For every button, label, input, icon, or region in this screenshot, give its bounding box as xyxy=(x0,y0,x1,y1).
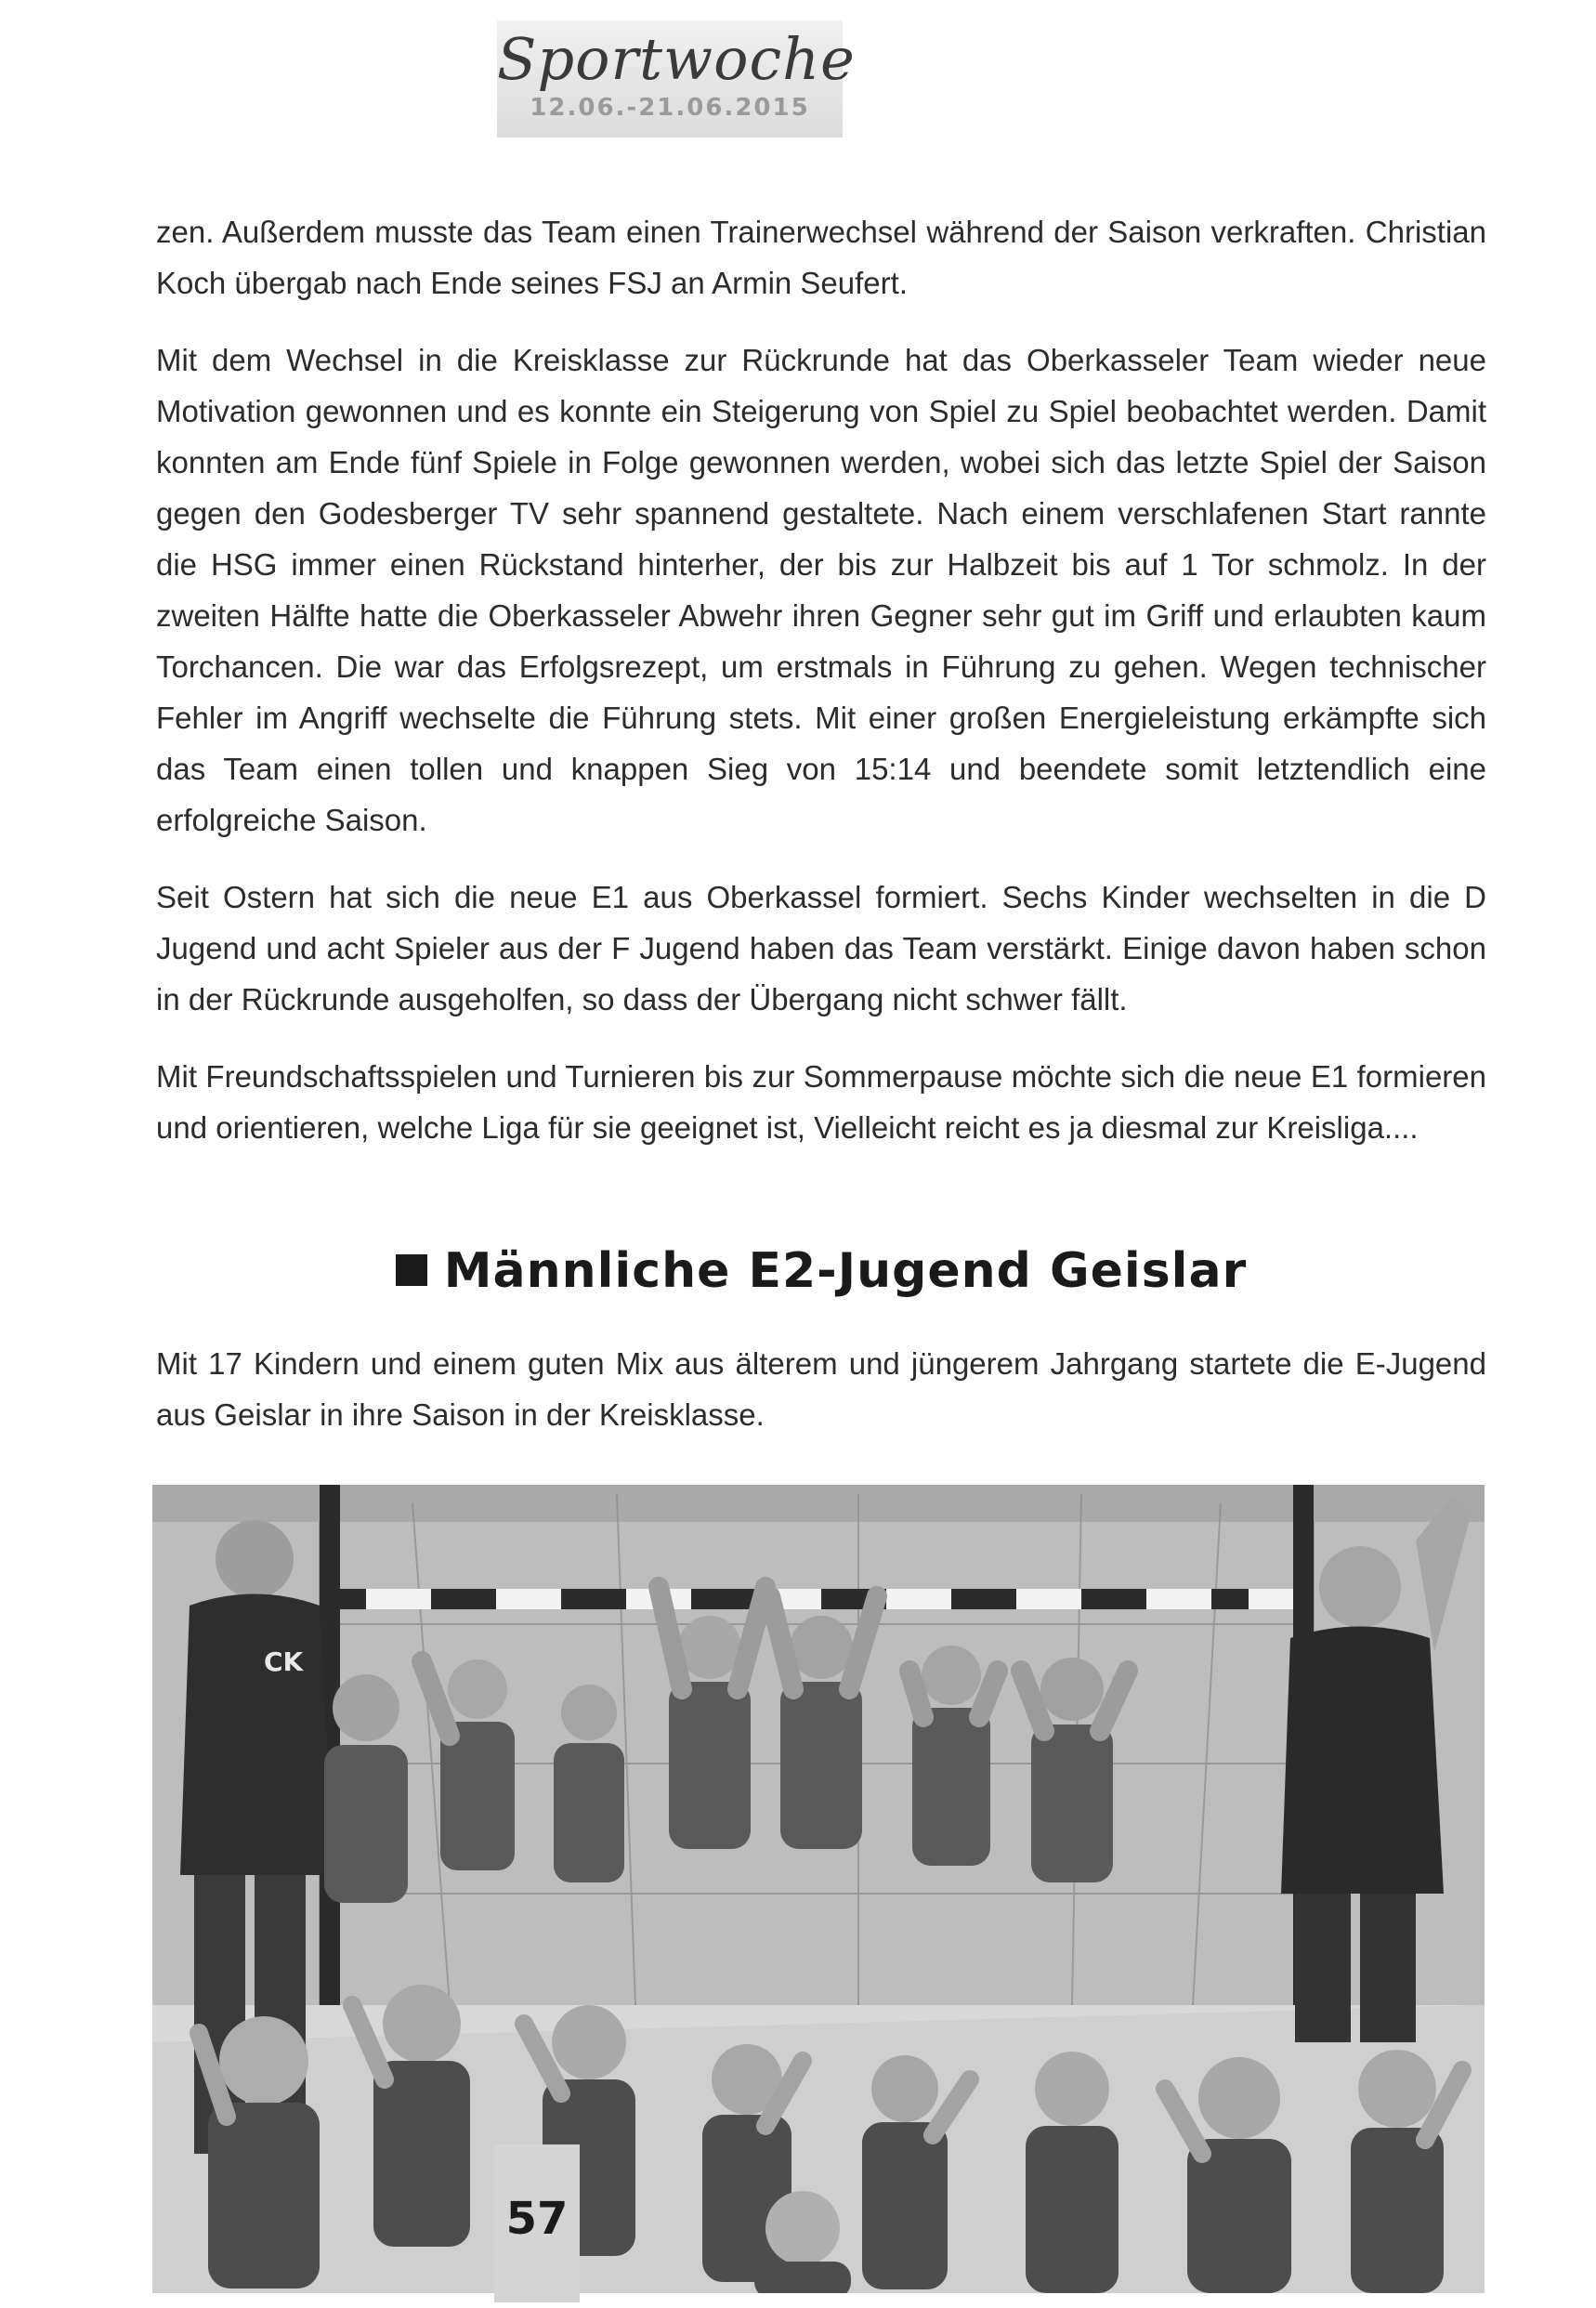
paragraph-2: Mit dem Wechsel in die Kreisklasse zur Rückrunde hat das Oberkasseler Team wieder neue Motivation gewonnen und es konnte ein Steigerung von Spiel zu Spiel beobachtet werden. Damit konnten am Ende fünf Spiele in Folge gewonnen werden, wobei sich das letzte Spiel der Saison gegen den Godesberger TV sehr spannend gestaltete. Nach einem verschlafenen Start rannte die HSG immer einen Rückstand hinterher, der bis zur Halbzeit bis auf 1 Tor schmolz. In der zweiten Hälfte hatte die Oberkasseler Abwehr ihren Gegner sehr gut im Griff und erlaubten kaum Torchancen. Die war das Erfolgsrezept, um erstmals in Führung zu gehen. Wegen technischer Fehler im Angriff wechselte die Führung stets. Mit einer großen Energieleistung erkämpfte sich das Team einen tollen und knappen Sieg von 15:14 und beendete somit letztendlich eine erfolgreiche Saison. xyxy=(156,343,1486,837)
page-number: 57 xyxy=(494,2144,580,2302)
paragraph-1: zen. Außerdem musste das Team einen Trainerwechsel während der Saison verkraften. Christian Koch übergab nach Ende seines FSJ an Armin Seufert. xyxy=(156,215,1486,300)
section-body xyxy=(156,1338,1486,1466)
team-photo xyxy=(152,1485,1485,2293)
header-date: 12.06.-21.06.2015 xyxy=(530,94,810,122)
coach-jersey-text: CK xyxy=(264,1646,304,1677)
header-title: Sportwoche xyxy=(497,25,856,93)
section-heading xyxy=(156,1243,1486,1299)
page-header xyxy=(497,20,856,138)
paragraph-3: Seit Ostern hat sich die neue E1 aus Oberkassel formiert. Sechs Kinder wechselten in die D Jugend und acht Spieler aus der F Jugend haben das Team verstärkt. Einige davon haben schon in der Rückrunde ausgeholfen, so dass der Übergang nicht schwer fällt. xyxy=(156,880,1486,1016)
article-body xyxy=(156,206,1486,1179)
section-intro: Mit 17 Kindern und einem guten Mix aus älterem und jüngerem Jahrgang startete die E-Jugend aus Geislar in ihre Saison in der Kreisklasse. xyxy=(156,1346,1486,1432)
team-photo-illustration xyxy=(152,1485,1485,2293)
square-bullet-icon xyxy=(396,1254,427,1286)
section-heading-text: Männliche E2-Jugend Geislar xyxy=(443,1243,1248,1299)
paragraph-4: Mit Freundschaftsspielen und Turnieren bis zur Sommerpause möchte sich die neue E1 formieren und orientieren, welche Liga für sie geeignet ist, Vielleicht reicht es ja diesmal zur Kreisliga.... xyxy=(156,1059,1486,1145)
